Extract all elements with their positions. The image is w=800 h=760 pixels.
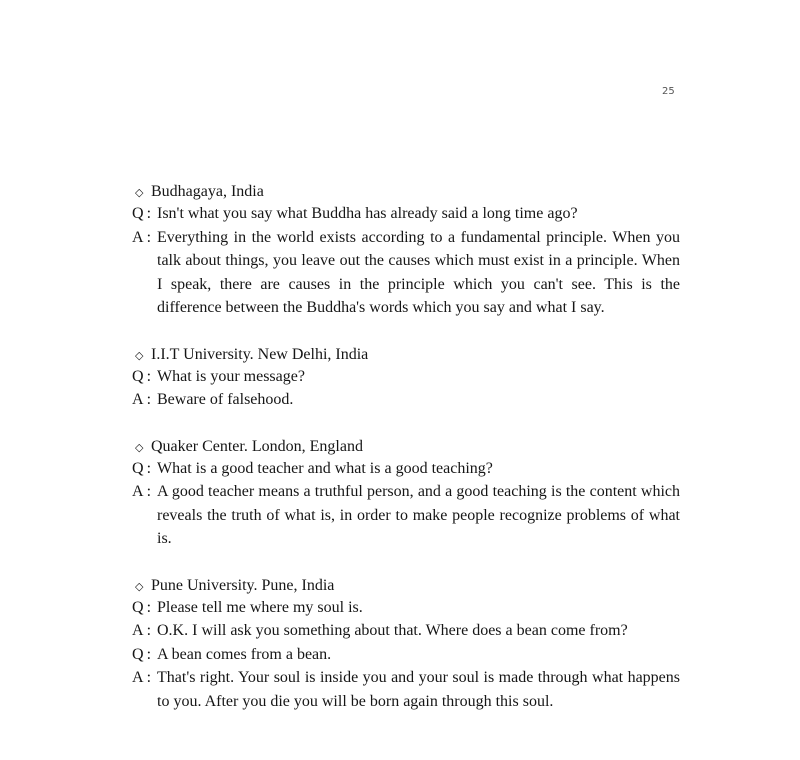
speaker-colon: :: [146, 622, 152, 639]
question-line: [132, 202, 680, 226]
speaker-label: [132, 365, 157, 389]
speaker-letter: Q: [132, 205, 144, 222]
speaker-colon: :: [146, 391, 152, 408]
speaker-label: [132, 388, 157, 412]
answer-line: [132, 388, 680, 412]
question-line: [132, 365, 680, 389]
speaker-letter: A: [132, 228, 144, 246]
speaker-colon: :: [146, 367, 152, 385]
section-location: [132, 181, 680, 202]
speaker-label: [132, 457, 157, 481]
location-text: Pune University. Pune, India: [151, 576, 335, 594]
location-text: Budhagaya, India: [151, 183, 264, 200]
answer-text: O.K. I will ask you something about that. Where does a bean come from?: [157, 622, 628, 639]
question-text: Please tell me where my soul is.: [157, 598, 363, 616]
question-text: What is a good teacher and what is a good teaching?: [157, 459, 493, 477]
speaker-letter: Q: [132, 367, 144, 385]
answer-text: Beware of falsehood.: [157, 391, 294, 408]
speaker-label: [132, 226, 157, 320]
page-number: 25: [662, 86, 675, 97]
speaker-letter: A: [132, 622, 144, 639]
qa-section: [132, 575, 680, 714]
speaker-label: [132, 202, 157, 226]
question-text: A bean comes from a bean.: [157, 645, 332, 663]
question-line: [132, 643, 680, 667]
speaker-letter: Q: [132, 598, 144, 616]
speaker-label: [132, 480, 157, 551]
speaker-letter: A: [132, 483, 144, 500]
section-location: [132, 575, 680, 596]
speaker-colon: :: [146, 459, 152, 477]
qa-section: [132, 436, 680, 551]
qa-section: [132, 344, 680, 412]
answer-line: [132, 666, 680, 713]
speaker-colon: :: [146, 483, 152, 500]
qa-section: [132, 181, 680, 320]
section-location: [132, 344, 680, 365]
speaker-label: [132, 596, 157, 620]
speaker-colon: :: [146, 669, 152, 686]
speaker-label: [132, 643, 157, 667]
speaker-colon: :: [146, 598, 152, 616]
diamond-bullet-icon: ◇: [135, 441, 144, 454]
speaker-label: [132, 619, 157, 643]
answer-text: That's right. Your soul is inside you and your soul is made through what happens to you. After you die you will be born again through this soul.: [157, 669, 680, 710]
question-text: Isn't what you say what Buddha has already said a long time ago?: [157, 205, 578, 222]
speaker-colon: :: [146, 205, 152, 222]
answer-text: Everything in the world exists according to a fundamental principle. When you talk about things, you leave out the causes which must exist in a principle. When I speak, there are causes in the principle which you can't see. This is the difference between the Buddha's words which you say and what I say.: [157, 228, 680, 316]
speaker-colon: :: [146, 645, 152, 663]
speaker-colon: :: [146, 228, 152, 246]
question-text: What is your message?: [157, 367, 305, 385]
speaker-label: [132, 666, 157, 713]
answer-line: [132, 619, 680, 643]
qa-content: [132, 181, 680, 737]
question-line: [132, 596, 680, 620]
diamond-bullet-icon: ◇: [135, 349, 144, 362]
section-location: [132, 436, 680, 457]
diamond-bullet-icon: ◇: [135, 187, 144, 199]
speaker-letter: Q: [132, 645, 144, 663]
speaker-letter: Q: [132, 459, 144, 477]
speaker-letter: A: [132, 669, 144, 686]
location-text: I.I.T University. New Delhi, India: [151, 345, 369, 363]
diamond-bullet-icon: ◇: [135, 580, 144, 593]
answer-line: [132, 226, 680, 320]
answer-text: A good teacher means a truthful person, and a good teaching is the content which reveals the truth of what is, in order to make people recognize problems of what is.: [157, 483, 680, 547]
answer-line: [132, 480, 680, 551]
speaker-letter: A: [132, 391, 144, 408]
location-text: Quaker Center. London, England: [151, 437, 363, 455]
question-line: [132, 457, 680, 481]
